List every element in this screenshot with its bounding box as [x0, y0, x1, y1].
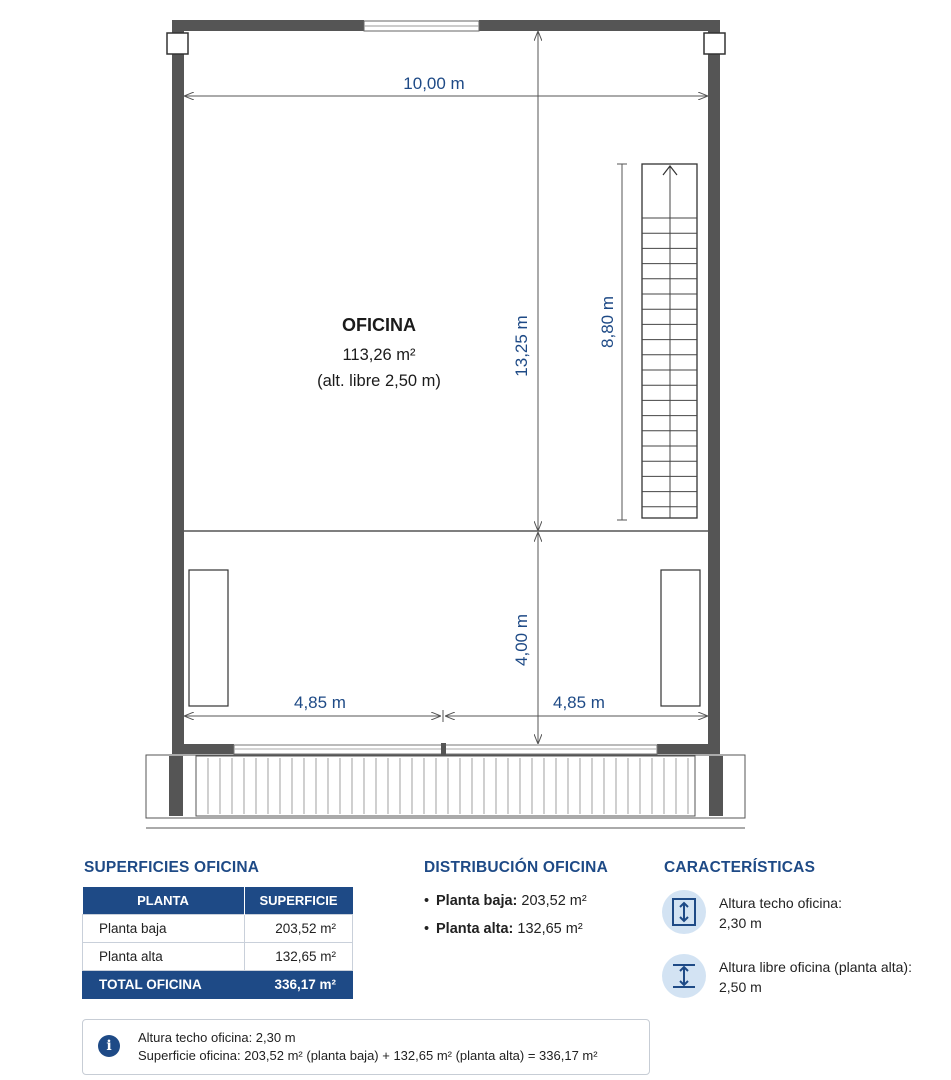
total-value: 336,17 m²: [244, 971, 353, 999]
item-value: 203,52 m²: [521, 893, 587, 909]
front-glazing: [234, 743, 657, 755]
room-title: OFICINA: [342, 315, 416, 335]
distribucion-list: [424, 893, 587, 949]
char-line1: Altura techo oficina:: [719, 895, 842, 911]
superficies-table: [82, 887, 353, 999]
dimension-stair: [617, 164, 627, 520]
col-planta: PLANTA: [83, 887, 245, 915]
dimension-half-left-label: 4,85 m: [294, 693, 346, 712]
ceiling-height-icon: [662, 890, 706, 934]
item-label: Planta alta:: [436, 921, 514, 937]
char-line2: 2,30 m: [719, 915, 762, 931]
free-height-icon: [662, 954, 706, 998]
dimension-width-label: 10,00 m: [403, 74, 465, 93]
staircase: [642, 164, 697, 518]
char-line1: Altura libre oficina (planta alta):: [719, 959, 912, 975]
table-header: [83, 887, 353, 915]
info-icon: i: [98, 1035, 120, 1057]
caracteristicas-title: CARACTERÍSTICAS: [664, 859, 816, 876]
item-value: 132,65 m²: [517, 921, 583, 937]
front-shutter: [146, 755, 745, 828]
room-area: 113,26 m²: [342, 346, 416, 364]
total-label: TOTAL OFICINA: [83, 971, 245, 999]
dimension-stair-label: 8,80 m: [598, 296, 617, 348]
distribucion-title: DISTRIBUCIÓN OFICINA: [424, 859, 608, 876]
row-superficie: 132,65 m²: [244, 943, 353, 971]
column-top-left: [167, 33, 188, 54]
dimension-half-right-label: 4,85 m: [553, 693, 605, 712]
superficies-title: SUPERFICIES OFICINA: [84, 859, 260, 876]
info-box: [82, 1019, 650, 1075]
row-superficie: 203,52 m²: [244, 915, 353, 943]
dimension-front-label: 4,00 m: [512, 614, 531, 666]
dimension-half-widths: [185, 710, 707, 722]
col-superficie: SUPERFICIE: [244, 887, 353, 915]
dimension-depth-label: 13,25 m: [512, 315, 531, 377]
top-window: [364, 21, 479, 31]
item-label: Planta baja:: [436, 893, 518, 909]
table-total-row: [83, 971, 353, 999]
room-height: (alt. libre 2,50 m): [317, 372, 441, 390]
info-line-1: Altura techo oficina: 2,30 m: [138, 1030, 296, 1045]
list-item: • Planta baja: 203,52 m²: [424, 893, 587, 909]
row-planta: Planta alta: [83, 943, 245, 971]
side-panel-left: [189, 570, 228, 706]
outer-walls: [172, 20, 720, 754]
row-planta: Planta baja: [83, 915, 245, 943]
column-top-right: [704, 33, 725, 54]
char-line2: 2,50 m: [719, 979, 762, 995]
list-item: • Planta alta: 132,65 m²: [424, 921, 583, 937]
info-line-2: Superficie oficina: 203,52 m² (planta baja) + 132,65 m² (planta alta) = 336,17 m²: [138, 1048, 598, 1063]
table-row: [83, 943, 353, 971]
side-panel-right: [661, 570, 700, 706]
table-row: [83, 915, 353, 943]
